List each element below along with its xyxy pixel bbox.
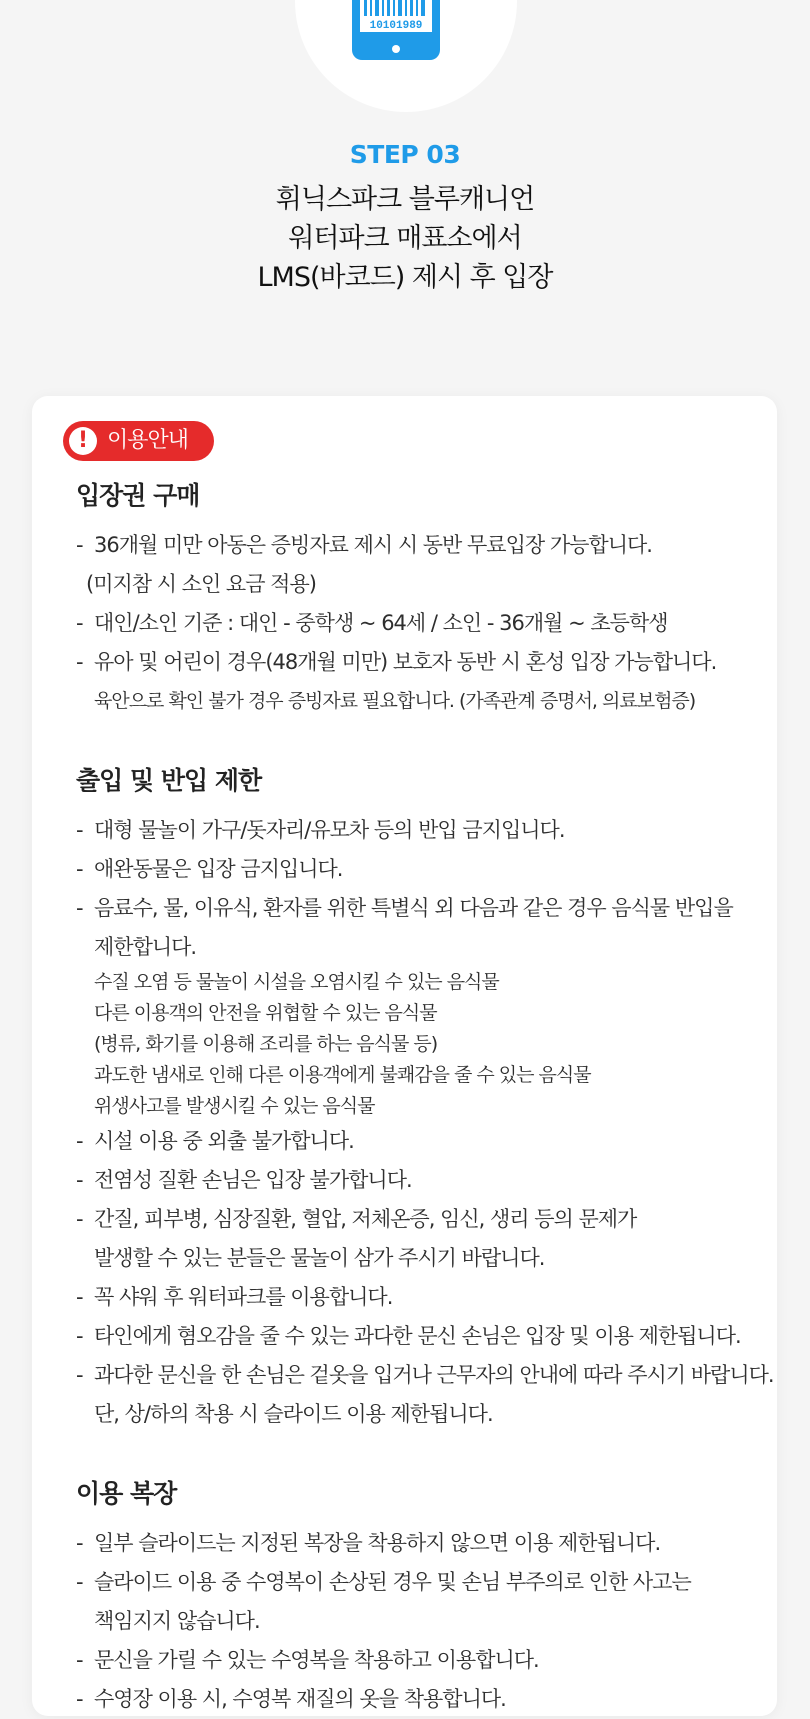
step-label: STEP 03 [349, 140, 461, 169]
notice-bullet: - 음료수, 물, 이유식, 환자를 위한 특별식 외 다음과 같은 경우 음식물 반입을 [76, 889, 776, 928]
notice-bullet: - 애완동물은 입장 금지입니다. [76, 850, 776, 889]
notice-line: 제한합니다. [94, 935, 197, 959]
notice-bullet: - 타인에게 혐오감을 줄 수 있는 과다한 문신 손님은 입장 및 이용 제한됩니다. [76, 1317, 776, 1356]
notice-line: 육안으로 확인 불가 경우 증빙자료 필요합니다. (가족관계 증명서, 의료보험증) [94, 690, 696, 712]
notice-line: 과도한 냄새로 인해 다른 이용객에게 불쾌감을 줄 수 있는 음식물 [94, 1064, 591, 1086]
alert-icon: ! [69, 427, 97, 455]
notice-line: 책임지지 않습니다. [94, 1609, 260, 1633]
notice-line: (미지참 시 소인 요금 적용) [86, 572, 316, 596]
notice-line: 위생사고를 발생시킬 수 있는 음식물 [94, 1095, 375, 1117]
step-description [0, 180, 810, 297]
section-title: 입장권 구매 [76, 481, 200, 510]
notice-line: 다른 이용객의 안전을 위협할 수 있는 음식물 [94, 1002, 437, 1024]
notice-line: (병류, 화기를 이용해 조리를 하는 음식물 등) [94, 1033, 438, 1055]
notice-line: 단, 상/하의 착용 시 슬라이드 이용 제한됩니다. [94, 1402, 493, 1426]
notice-section [76, 759, 776, 1434]
phone-barcode-icon [340, 0, 452, 62]
barcode-number: 10101989 [369, 20, 423, 32]
section-title: 이용 복장 [76, 1479, 177, 1508]
step-line: LMS(바코드) 제시 후 입장 [257, 262, 553, 293]
notice-bullet: - 일부 슬라이드는 지정된 복장을 착용하지 않으면 이용 제한됩니다. [76, 1524, 776, 1563]
notice-bullet: - 꼭 샤워 후 워터파크를 이용합니다. [76, 1278, 776, 1317]
step-line: 워터파크 매표소에서 [288, 223, 522, 254]
notice-section [76, 1472, 776, 1719]
notice-bullet: - 36개월 미만 아동은 증빙자료 제시 시 동반 무료입장 가능합니다. [76, 526, 776, 565]
section-gap [76, 721, 776, 759]
notice-bullet: - 대인/소인 기준 : 대인 - 중학생 ~ 64세 / 소인 - 36개월 ~ 초등학생 [76, 604, 776, 643]
notice-bullet: - 전염성 질환 손님은 입장 불가합니다. [76, 1161, 776, 1200]
section-title: 출입 및 반입 제한 [76, 766, 262, 795]
notice-bullet: - 슬라이드 이용 중 수영복이 손상된 경우 및 손님 부주의로 인한 사고는 [76, 1563, 776, 1602]
notice-bullet: - 간질, 피부병, 심장질환, 혈압, 저체온증, 임신, 생리 등의 문제가 [76, 1200, 776, 1239]
notice-bullet: - 문신을 가릴 수 있는 수영복을 착용하고 이용합니다. [76, 1641, 776, 1680]
notice-bullet: - 과다한 문신을 한 손님은 겉옷을 입거나 근무자의 안내에 따라 주시기 바랍니다. [76, 1356, 776, 1395]
section-gap [76, 1434, 776, 1472]
notice-bullet: - 시설 이용 중 외출 불가합니다. [76, 1122, 776, 1161]
notice-bullet: - 수영장 이용 시, 수영복 재질의 옷을 착용합니다. [76, 1680, 776, 1719]
notice-bullet: - 유아 및 어린이 경우(48개월 미만) 보호자 동반 시 혼성 입장 가능합니다. [76, 643, 776, 682]
notice-badge-label: 이용안내 [107, 428, 189, 453]
step-line: 휘닉스파크 블루캐니언 [275, 184, 535, 215]
notice-content [76, 474, 776, 1719]
notice-badge [63, 421, 214, 461]
notice-line: 수질 오염 등 물놀이 시설을 오염시킬 수 있는 음식물 [94, 971, 499, 993]
notice-line: 발생할 수 있는 분들은 물놀이 삼가 주시기 바랍니다. [94, 1246, 545, 1270]
notice-bullet: - 대형 물놀이 가구/돗자리/유모차 등의 반입 금지입니다. [76, 811, 776, 850]
notice-section [76, 474, 776, 721]
